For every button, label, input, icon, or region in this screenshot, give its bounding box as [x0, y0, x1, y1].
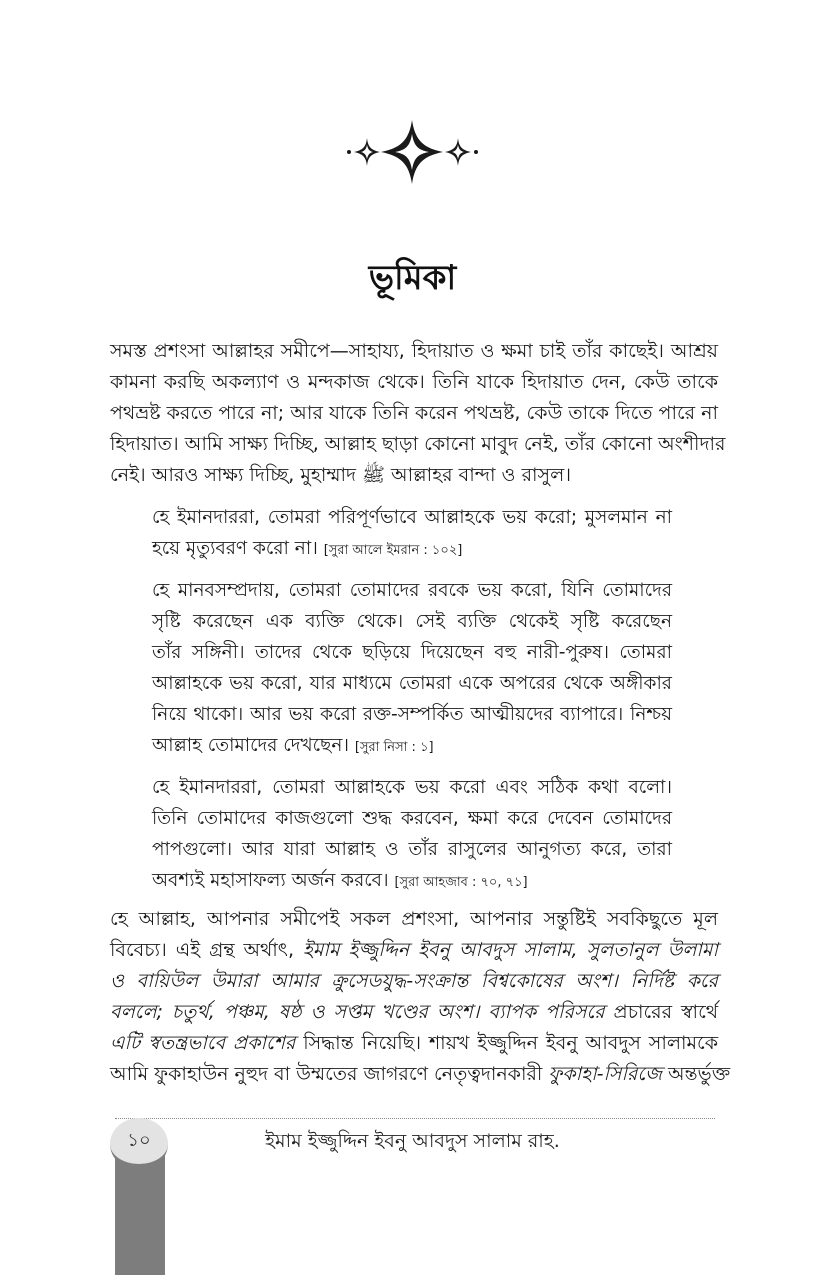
text-line: তাঁর সঙ্গিনী। তাদের থেকে ছড়িয়ে দিয়েছেন বহু নারী-পুরুষ। তোমরা	[152, 642, 672, 663]
quote-text: আল্লাহ তোমাদের দেখছেন।	[152, 735, 349, 756]
text-line	[110, 1028, 718, 1059]
intro-paragraph	[110, 336, 726, 491]
footer-divider	[115, 1118, 715, 1119]
text-segment: সিদ্ধান্ত নিয়েছি। শায়খ ইজ্জুদ্দিন ইবনু আবদুস সালামকে	[295, 1032, 718, 1054]
text-line: সৃষ্টি করেছেন এক ব্যক্তি থেকে। সেই ব্যক্তি থেকেই সৃষ্টি করেছেন	[152, 611, 672, 632]
text-segment: অন্তর্ভুক্ত	[661, 1063, 731, 1085]
text-segment: প্রচারের স্বার্থে	[604, 1001, 719, 1023]
quran-quote-1	[152, 502, 672, 566]
text-line: নেই। আরও সাক্ষ্য দিচ্ছি, মুহাম্মাদ ﷺ আল্লাহর বান্দা ও রাসুল।	[110, 464, 572, 486]
text-line	[110, 1059, 731, 1090]
text-line	[110, 997, 718, 1028]
text-line: হিদায়াত। আমি সাক্ষ্য দিচ্ছি, আল্লাহ ছাড়া কোনো মাবুদ নেই, তাঁর কোনো অংশীদার	[110, 433, 726, 455]
text-line: পথভ্রষ্ট করতে পারে না; আর যাকে তিনি করেন পথভ্রষ্ট, কেউ তাকে দিতে পারে না	[110, 402, 718, 424]
text-line: তিনি তোমাদের কাজগুলো শুদ্ধ করবেন, ক্ষমা করে দেবেন তোমাদের	[152, 808, 672, 829]
text-line: হে আল্লাহ, আপনার সমীপেই সকল প্রশংসা, আপনার সন্তুষ্টিই সবকিছুতে মূল	[110, 908, 718, 930]
quote-text: হয়ে মৃত্যুবরণ করো না।	[152, 538, 318, 559]
book-title-italic: ইমাম ইজ্জুদ্দিন ইবনু আবদুস সালাম, সুলতানুল উলামা	[303, 939, 718, 961]
text-line: কামনা করছি অকল্যাণ ও মন্দকাজ থেকে। তিনি যাকে হিদায়াত দেন, কেউ তাকে	[110, 371, 718, 393]
running-title: ইমাম ইজ্জুদ্দিন ইবনু আবদুস সালাম রাহ.	[265, 1130, 560, 1152]
text-line: নিয়ে থাকো। আর ভয় করো রক্ত-সম্পর্কিত আত্মীয়দের ব্যাপারে। নিশ্চয়	[152, 704, 672, 725]
text-line: পাপগুলো। আর যারা আল্লাহ ও তাঁর রাসুলের আনুগত্য করে, তারা	[152, 839, 672, 860]
verse-reference: [সুরা আহজাব : ৭০, ৭১]	[394, 875, 528, 890]
quote-text: অবশ্যই মহাসাফল্য অর্জন করবে।	[152, 870, 389, 891]
closing-paragraph	[110, 904, 731, 1090]
text-line: সমস্ত প্রশংসা আল্লাহর সমীপে—সাহায্য, হিদায়াত ও ক্ষমা চাই তাঁর কাছেই। আশ্রয়	[110, 340, 718, 362]
text-segment-italic: এটি স্বতন্ত্রভাবে প্রকাশের	[110, 1032, 296, 1054]
text-line: আল্লাহকে ভয় করো, যার মাধ্যমে তোমরা একে অপরের থেকে অঙ্গীকার	[152, 673, 672, 694]
text-line: হে মানবসম্প্রদায়, তোমরা তোমাদের রবকে ভয় করো, যিনি তোমাদের	[152, 580, 672, 601]
text-line	[152, 730, 672, 763]
text-line: ও বায়িউল উমারা আমার ক্রুসেডযুদ্ধ-সংক্রান্ত বিশ্বকোষের অংশ। নির্দিষ্ট করে	[110, 970, 718, 992]
text-segment: আমি ফুকাহাউন নুহুদ বা উম্মতের জাগরণে নেতৃত্বদানকারী	[110, 1063, 549, 1085]
verse-reference: [সুরা নিসা : ১]	[354, 740, 434, 755]
text-line	[152, 533, 672, 566]
page-title: ভূমিকা	[368, 258, 457, 298]
page-number: ১০	[110, 1118, 168, 1170]
text-line	[110, 935, 718, 966]
text-line	[152, 865, 672, 898]
text-line: হে ইমানদাররা, তোমরা পরিপূর্ণভাবে আল্লাহকে ভয় করো; মুসলমান না	[152, 507, 672, 528]
text-segment: বিবেচ্য। এই গ্রন্থ অর্থাৎ,	[110, 939, 303, 961]
text-line: হে ইমানদাররা, তোমরা আল্লাহকে ভয় করো এবং সঠিক কথা বলো।	[152, 777, 672, 798]
quran-quote-3	[152, 772, 672, 898]
quran-quote-2	[152, 575, 672, 763]
verse-reference: [সুরা আলে ইমরান : ১০২]	[323, 543, 463, 558]
series-name-italic: ফুকাহা-সিরিজে	[548, 1063, 662, 1085]
star-diamond-ornament-icon	[345, 118, 480, 186]
text-segment-italic: বললে; চতুর্থ, পঞ্চম, ষষ্ঠ ও সপ্তম খণ্ডের অংশ। ব্যাপক পরিসরে	[110, 1001, 605, 1023]
